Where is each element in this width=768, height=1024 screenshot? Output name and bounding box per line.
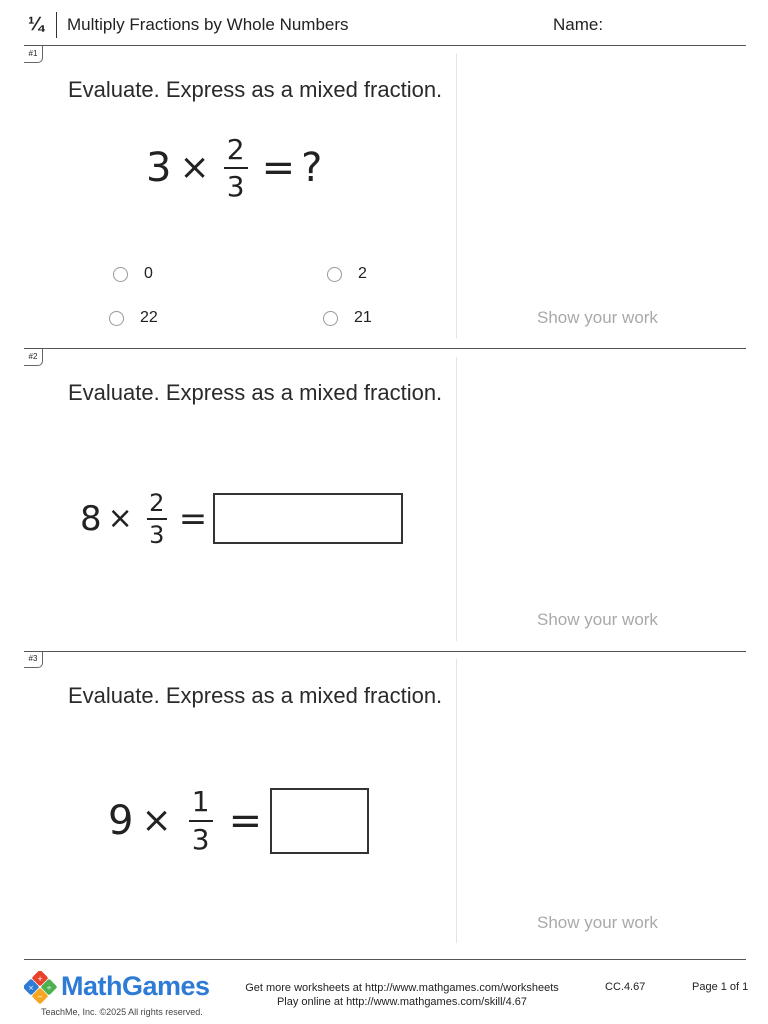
- fraction-denominator: 3: [226, 169, 245, 203]
- times-sign: ×: [179, 147, 210, 189]
- choice-label: 0: [144, 265, 153, 282]
- work-divider: [456, 54, 457, 338]
- equals-sign: =: [261, 145, 296, 192]
- choice-c[interactable]: [109, 309, 158, 327]
- problem-number: #3: [24, 651, 43, 668]
- show-work-hint: Show your work: [537, 913, 658, 932]
- work-divider: [456, 659, 457, 943]
- choice-label: 2: [358, 265, 367, 282]
- fraction-numerator: 2: [149, 489, 165, 517]
- problem-3: [24, 651, 746, 959]
- whole-number: 9: [108, 798, 134, 844]
- brand-name-part1: Math: [61, 971, 122, 1001]
- whole-number: 8: [80, 498, 102, 539]
- problem-number: #1: [24, 46, 43, 63]
- copyright-text: TeachMe, Inc. ©2025 All rights reserved.: [41, 1007, 203, 1017]
- mathgames-logo[interactable]: [24, 967, 224, 1007]
- problem-2: [24, 349, 746, 651]
- mathgames-diamond-logo-icon: [24, 971, 60, 1007]
- choice-a[interactable]: [113, 265, 153, 283]
- worksheet-header: [24, 0, 746, 46]
- problem-prompt: Evaluate. Express as a mixed fraction.: [68, 77, 443, 102]
- problem-number: #2: [24, 349, 43, 366]
- fraction: [189, 785, 213, 856]
- grade-badge: ¼: [28, 14, 44, 35]
- svg-text:+: +: [37, 975, 43, 983]
- footer-links: [224, 981, 580, 1009]
- times-sign: ×: [107, 500, 133, 536]
- fraction: [224, 133, 248, 203]
- problem-prompt: Evaluate. Express as a mixed fraction.: [68, 380, 443, 405]
- choice-label: 21: [354, 309, 372, 326]
- radio-unchecked-icon[interactable]: [109, 311, 124, 326]
- standard-code: CC.4.67: [605, 981, 646, 993]
- work-divider: [456, 357, 457, 641]
- whole-number: 3: [146, 145, 172, 192]
- fraction-denominator: 3: [191, 822, 210, 856]
- page-number: Page 1 of 1: [692, 981, 749, 993]
- math-expression: [146, 133, 323, 203]
- svg-text:−: −: [37, 993, 43, 1001]
- equals-sign: =: [178, 498, 208, 539]
- show-work-hint: Show your work: [537, 308, 658, 327]
- worksheets-link[interactable]: Get more worksheets at http://www.mathgames.com/worksheets: [245, 982, 559, 994]
- answer-box[interactable]: [213, 493, 403, 544]
- fraction-numerator: 1: [191, 785, 210, 819]
- equals-sign: =: [228, 798, 263, 844]
- name-label: Name:: [553, 15, 604, 34]
- radio-unchecked-icon[interactable]: [327, 267, 342, 282]
- answer-box[interactable]: [270, 788, 369, 854]
- worksheet-footer: [24, 959, 749, 1024]
- times-sign: ×: [141, 800, 172, 841]
- worksheet-title: Multiply Fractions by Whole Numbers: [67, 15, 349, 34]
- problem-prompt: Evaluate. Express as a mixed fraction.: [68, 683, 443, 708]
- radio-unchecked-icon[interactable]: [323, 311, 338, 326]
- brand-name: [61, 971, 210, 1002]
- problem-1: [24, 46, 746, 349]
- choice-d[interactable]: [323, 309, 372, 327]
- header-divider: [56, 12, 57, 38]
- radio-unchecked-icon[interactable]: [113, 267, 128, 282]
- svg-text:×: ×: [28, 984, 34, 992]
- math-expression: [80, 491, 403, 547]
- svg-text:÷: ÷: [46, 984, 52, 992]
- fraction-numerator: 2: [226, 133, 245, 166]
- show-work-hint: Show your work: [537, 610, 658, 629]
- unknown-mark: ?: [301, 145, 323, 192]
- online-link[interactable]: Play online at http://www.mathgames.com/skill/4.67: [276, 996, 528, 1008]
- math-expression: [108, 785, 369, 856]
- choice-label: 22: [140, 309, 158, 326]
- brand-name-part2: Games: [122, 971, 210, 1001]
- choice-b[interactable]: [327, 265, 367, 283]
- fraction-denominator: 3: [149, 520, 165, 549]
- fraction: [147, 491, 167, 547]
